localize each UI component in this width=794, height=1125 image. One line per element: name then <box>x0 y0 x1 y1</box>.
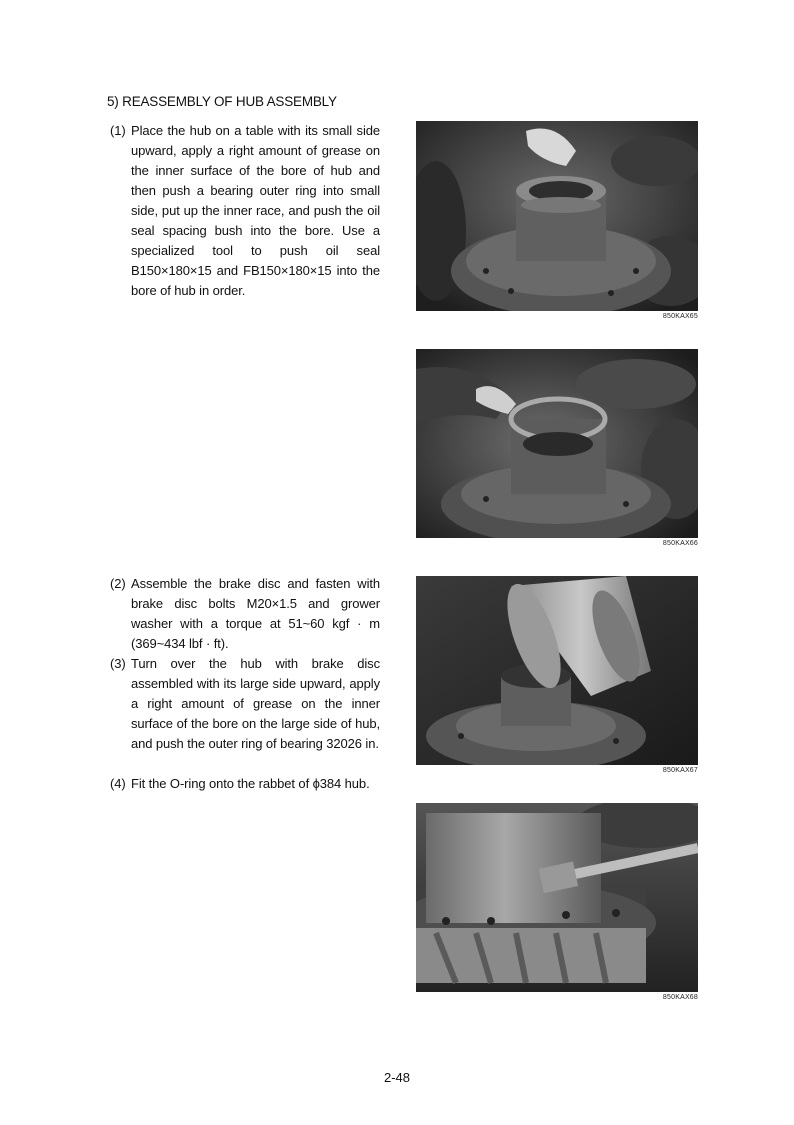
step-number: (4) <box>110 776 126 791</box>
step-number: (3) <box>110 656 126 671</box>
photo-seal-install <box>416 349 698 538</box>
photo-hub-bearing <box>416 121 698 311</box>
photo-caption: 850KAX68 <box>662 994 698 1001</box>
photo-caption: 850KAX65 <box>662 313 698 320</box>
photo-caption: 850KAX67 <box>662 767 698 774</box>
step-text: Assemble the brake disc and fasten with brake disc bolts M20×1.5 and grower washer with a torque at 51~60 kgf · m (369~434 lbf · ft). <box>131 576 380 651</box>
photo-brake-disc <box>416 576 698 765</box>
step-text: Place the hub on a table with its small side upward, apply a right amount of grease on the inner surface of the bore of hub and then push a bearing outer ring into small side, put up the inner race, and push the oil seal spacing bush into the bore. Use a specialized tool to push oil seal B150×180×15 and FB150×180×15 into the bore of hub in order. <box>131 123 380 298</box>
step-text: Fit the O-ring onto the rabbet of ϕ384 hub. <box>131 776 370 791</box>
step-number: (2) <box>110 576 126 591</box>
step-4 <box>110 774 380 794</box>
step-1 <box>110 121 380 301</box>
section-title: 5) REASSEMBLY OF HUB ASSEMBLY <box>107 94 337 109</box>
step-number: (1) <box>110 123 126 138</box>
photo-caption: 850KAX66 <box>662 540 698 547</box>
step-text: Turn over the hub with brake disc assembled with its large side upward, apply a right amount of grease on the inner surface of the bore on the large side of hub, and push the outer ring of bearing 32026 in. <box>131 656 380 751</box>
step-3 <box>110 654 380 754</box>
step-2 <box>110 574 380 654</box>
page-number: 2-48 <box>383 1070 411 1085</box>
photo-torque-wrench <box>416 803 698 992</box>
